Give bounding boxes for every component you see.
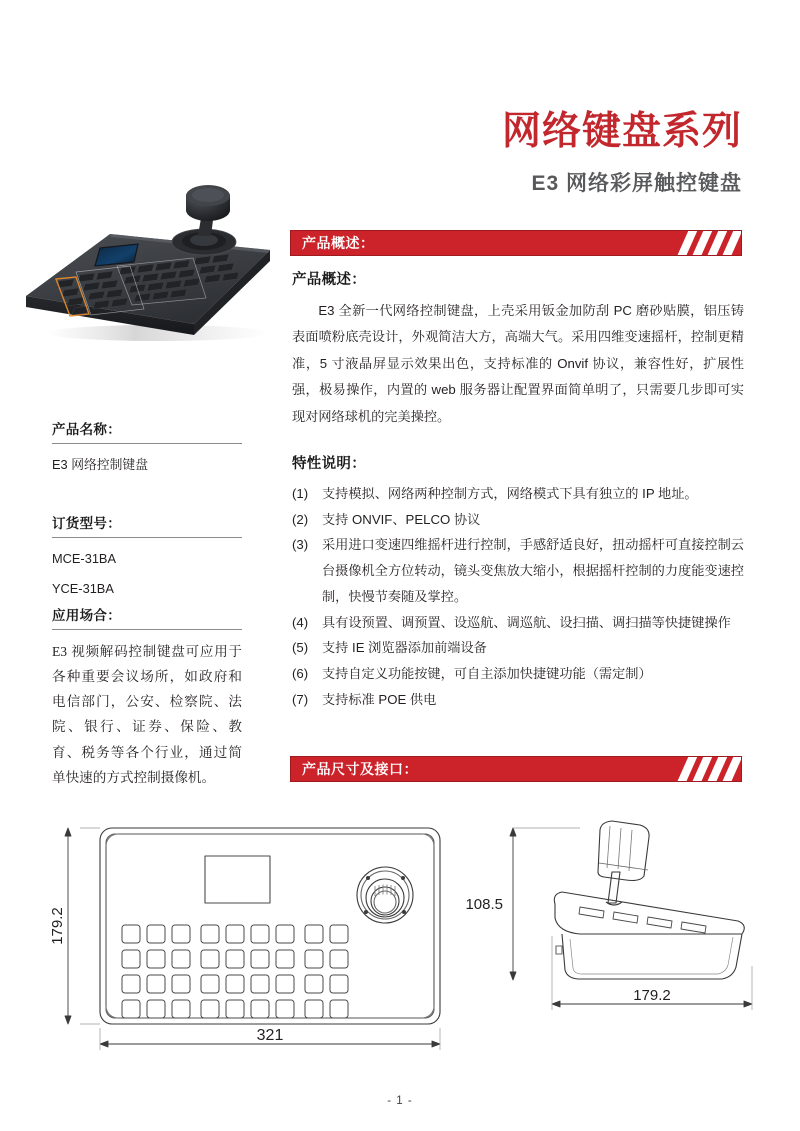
sidebar-order-model <box>52 512 242 598</box>
sidebar-product-name <box>52 418 242 474</box>
feature-text: 支持标准 POE 供电 <box>322 691 437 707</box>
sidebar-order-model-heading: 订货型号： <box>52 512 242 538</box>
page-title: 网络键盘系列 <box>501 110 742 153</box>
technical-drawings <box>0 806 800 1066</box>
side-view-height-label: 108.5 <box>465 896 503 913</box>
feature-text: 支持自定义功能按键，可自主添加快捷键功能（需定制） <box>322 666 652 682</box>
feature-item <box>292 687 744 713</box>
features-heading: 特性说明： <box>292 456 366 472</box>
feature-number: (7) <box>292 691 309 707</box>
feature-text: 支持 ONVIF、PELCO 协议 <box>322 511 481 527</box>
feature-item <box>292 661 744 687</box>
feature-item <box>292 481 744 507</box>
feature-item <box>292 507 744 533</box>
product-photo <box>18 178 286 350</box>
feature-text: 具有设预置、调预置、设巡航、调巡航、设扫描、调扫描等快捷键操作 <box>322 614 731 630</box>
feature-number: (4) <box>292 614 309 630</box>
feature-number: (6) <box>292 666 309 682</box>
feature-number: (1) <box>292 486 309 501</box>
top-view-height-label: 179.2 <box>49 907 66 945</box>
sidebar-order-model-value: YCE-31BA <box>52 581 114 597</box>
side-view-drawing <box>510 821 752 1010</box>
feature-number: (2) <box>292 511 309 527</box>
page-subtitle: E3 网络彩屏触控键盘 <box>531 172 742 195</box>
section-banner-dimensions <box>290 756 742 782</box>
overview-paragraph: E3 全新一代网络控制键盘，上壳采用钣金加防刮 PC 磨砂贴膜，铝压铸表面喷粉底壳设计，外观简洁大方，高端大气。采用四维变速摇杆，控制更精准，5 寸液晶屏显示效果出色，支持标准的 Onvif 协议，兼容性好，扩展性强，极易操作，内置的 web 服务器让配置界面简单明了，只需要几步即可实现对网络球机的完美操控。 <box>292 303 744 424</box>
top-view-width-label: 321 <box>256 1027 284 1044</box>
feature-number: (3) <box>292 537 309 553</box>
page-number: - 1 - <box>387 1095 413 1107</box>
sidebar-applications <box>52 604 242 790</box>
feature-text: 支持 IE 浏览器添加前端设备 <box>322 640 487 656</box>
side-view-depth-label: 179.2 <box>633 987 671 1004</box>
feature-item <box>292 635 744 661</box>
top-view-drawing <box>65 828 440 1050</box>
sidebar-order-model-value: MCE-31BA <box>52 551 117 566</box>
sidebar-product-name-heading: 产品名称： <box>52 418 242 444</box>
banner-slashes-icon <box>658 231 736 255</box>
feature-item <box>292 610 744 636</box>
overview-heading: 产品概述： <box>292 272 366 288</box>
banner-slashes-icon <box>658 757 736 781</box>
sidebar-applications-heading: 应用场合： <box>52 604 242 630</box>
feature-number: (5) <box>292 640 309 656</box>
features-section <box>292 452 744 713</box>
sidebar-product-name-value: E3 网络控制键盘 <box>52 457 148 472</box>
section-banner-overview <box>290 230 742 256</box>
sidebar-applications-text: E3 视频解码控制键盘可应用于各种重要会议场所，如政府和电信部门，公安、检察院、法院、银行、证券、保险、教育、税务等各个行业，通过简单快速的方式控制摄像机。 <box>52 644 242 785</box>
feature-text: 采用进口变速四维摇杆进行控制，手感舒适良好，扭动摇杆可直接控制云台摄像机全方位转动，镜头变焦放大缩小，根据摇杆控制的力度能变速控制，快慢节奏随及掌控。 <box>322 537 744 604</box>
section-banner-overview-label: 产品概述： <box>302 235 375 251</box>
overview-section <box>292 268 744 430</box>
section-banner-dimensions-label: 产品尺寸及接口： <box>302 761 418 777</box>
feature-item <box>292 532 744 609</box>
features-list <box>292 481 744 713</box>
feature-text: 支持模拟、网络两种控制方式，网络模式下具有独立的 IP 地址。 <box>322 486 698 501</box>
